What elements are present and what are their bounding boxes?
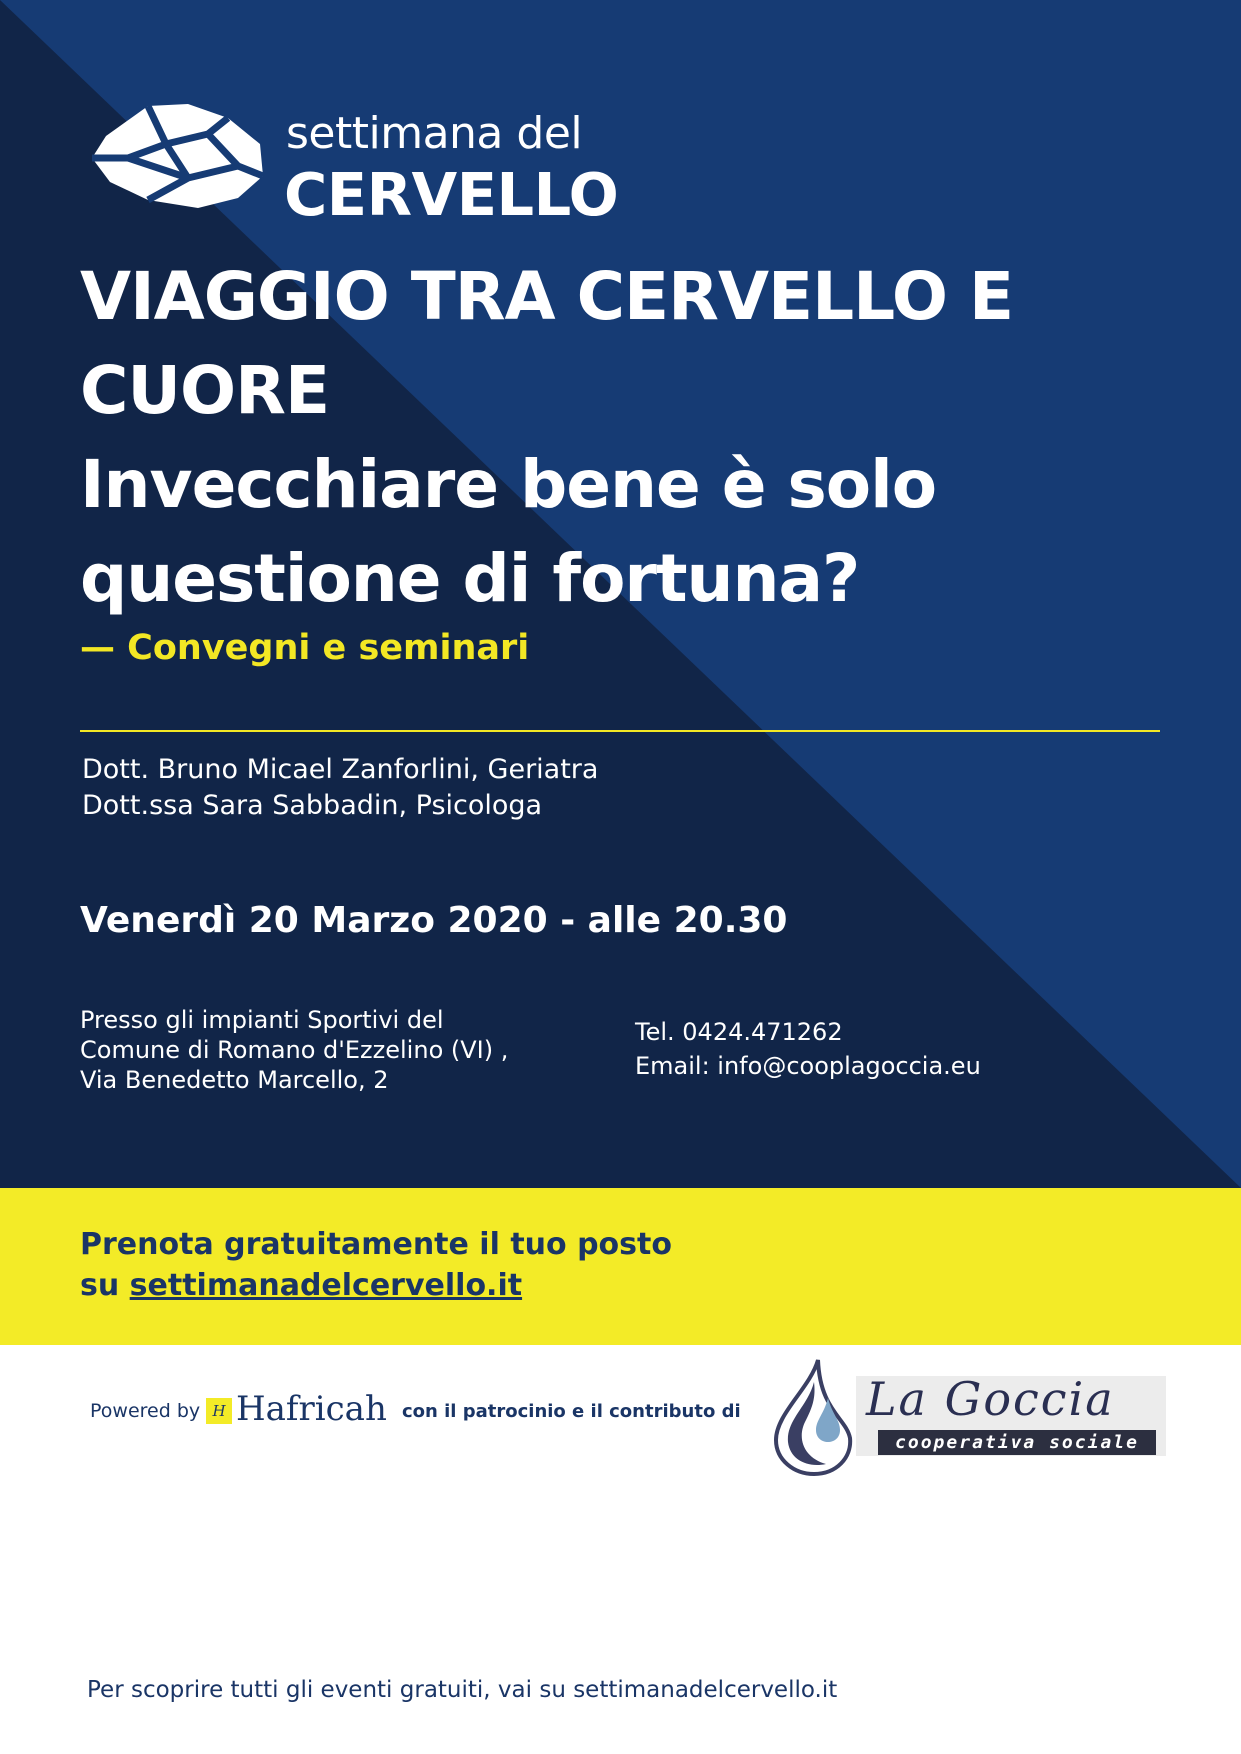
speaker: Dott.ssa Sara Sabbadin, Psicologa: [82, 790, 543, 821]
booking-line-1: Prenota gratuitamente il tuo posto: [80, 1227, 672, 1262]
powered-by-label: Powered by: [90, 1400, 201, 1422]
booking-prefix: su: [80, 1268, 130, 1303]
title-line: questione di fortuna?: [80, 540, 860, 617]
booking-line-2: [80, 1265, 672, 1306]
partner-logo-subtitle: cooperativa sociale: [878, 1430, 1156, 1455]
hafricah-logo-icon: H: [206, 1398, 232, 1424]
booking-link[interactable]: settimanadelcervello.it: [129, 1268, 523, 1303]
speaker: Dott. Bruno Micael Zanforlini, Geriatra: [82, 754, 599, 785]
event-venue: [80, 1005, 508, 1095]
patronage-text: con il patrocinio e il contributo di: [402, 1401, 741, 1422]
title-line: CUORE: [80, 352, 330, 429]
contact-phone: Tel. 0424.471262: [635, 1018, 843, 1046]
event-category: — Convegni e seminari: [80, 628, 530, 668]
footer-text: Per scoprire tutti gli eventi gratuiti, vai su settimanadelcervello.it: [87, 1677, 838, 1703]
brand-line-1: settimana del: [286, 108, 583, 159]
title-line: Invecchiare bene è solo: [80, 446, 937, 523]
event-contact: [635, 1015, 981, 1083]
event-date: Venerdì 20 Marzo 2020 - alle 20.30: [80, 900, 788, 941]
brain-logo-icon: [88, 96, 268, 216]
event-title: [80, 250, 1160, 626]
contact-email[interactable]: Email: info@cooplagoccia.eu: [635, 1052, 981, 1080]
venue-line: Via Benedetto Marcello, 2: [80, 1066, 389, 1094]
yellow-divider: [80, 730, 1160, 732]
title-line: VIAGGIO TRA CERVELLO E: [80, 258, 1014, 335]
speakers-list: [82, 752, 598, 824]
venue-line: Comune di Romano d'Ezzelino (VI) ,: [80, 1036, 509, 1064]
booking-text: [80, 1224, 672, 1306]
venue-line: Presso gli impianti Sportivi del: [80, 1006, 444, 1034]
water-drop-icon: [770, 1358, 856, 1476]
brand-line-2: CERVELLO: [284, 160, 619, 229]
partner-logo-name: La Goccia: [866, 1372, 1115, 1426]
hafricah-logo-text: Hafricah: [236, 1389, 387, 1429]
